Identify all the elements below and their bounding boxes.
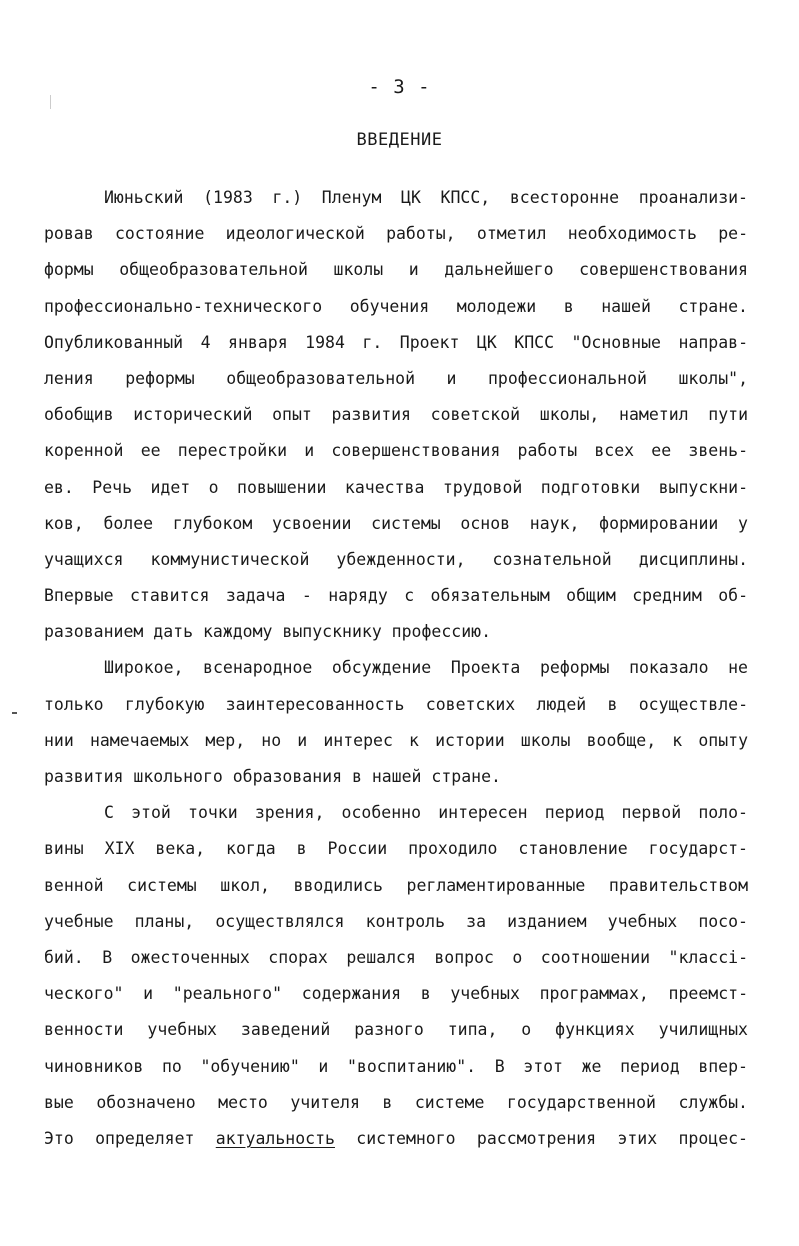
text-line: ев. Речь идет о повышении качества трудовой подготовки выпускни-: [44, 477, 748, 497]
text-line: учащихся коммунистической убежденности, сознательной дисциплины.: [44, 549, 748, 569]
text-line: коренной ее перестройки и совершенствования работы всех ее звень-: [44, 441, 748, 461]
text-line: венности учебных заведений разного типа, о функциях училищных: [44, 1020, 748, 1040]
text-line-final: [44, 1121, 748, 1157]
text-line: бий. В ожесточенных спорах решался вопрос о соотношении "классi-: [44, 947, 748, 967]
text-line: С этой точки зрения, особенно интересен период первой поло-: [104, 803, 748, 823]
text-line: только глубокую заинтересованность советских людей в осуществле-: [44, 694, 748, 714]
text-line: чиновников по "обучению" и "воспитанию". В этот же период впер-: [44, 1056, 748, 1076]
text-line: ков, более глубоком усвоении системы основ наук, формировании у: [44, 513, 748, 533]
text-line: профессионально-технического обучения молодежи в нашей стране.: [44, 296, 748, 316]
text-line: формы общеобразовательной школы и дальнейшего совершенствования: [44, 260, 748, 280]
underlined-term: актуальность: [215, 1128, 335, 1148]
text-line: Опубликованный 4 января 1984 г. Проект ЦК КПСС "Основные направ-: [44, 332, 748, 352]
text-line: развития школьного образования в нашей стране.: [44, 767, 501, 786]
text-fragment: системного рассмотрения этих процес-: [334, 1128, 748, 1148]
text-line: венной системы школ, вводились регламентированные правительством: [44, 875, 748, 895]
text-line: разованием дать каждому выпускнику профессию.: [44, 622, 492, 642]
text-line: вые обозначено место учителя в системе государственной службы.: [44, 1092, 748, 1112]
page-number: - 3 -: [368, 76, 431, 98]
text-line: вины XIX века, когда в России проходило становление государст-: [44, 839, 748, 859]
text-line: Впервые ставится задача - наряду с обязательным общим средним об-: [44, 586, 748, 606]
text-line: Июньский (1983 г.) Пленум ЦК КПСС, всесторонне проанализи-: [104, 188, 748, 207]
text-line: ческого" и "реального" содержания в учебных программах, преемст-: [44, 984, 748, 1004]
text-line: ления реформы общеобразовательной и профессиональной школы",: [44, 368, 748, 388]
margin-mark-left: [12, 712, 17, 714]
body-text: [44, 180, 748, 1157]
text-line: нии намечаемых мер, но и интерес к истории школы вообще, к опыту: [44, 730, 748, 750]
text-line: обобщив исторический опыт развития советской школы, наметил пути: [44, 405, 748, 425]
section-heading: ВВЕДЕНИЕ: [356, 130, 443, 150]
text-line: Широкое, всенародное обсуждение Проекта реформы показало не: [104, 658, 748, 678]
text-line: учебные планы, осуществлялся контроль за изданием учебных посо-: [44, 911, 748, 931]
text-line: ровав состояние идеологической работы, отметил необходимость ре-: [44, 224, 748, 244]
text-fragment: Это определяет: [44, 1128, 216, 1148]
